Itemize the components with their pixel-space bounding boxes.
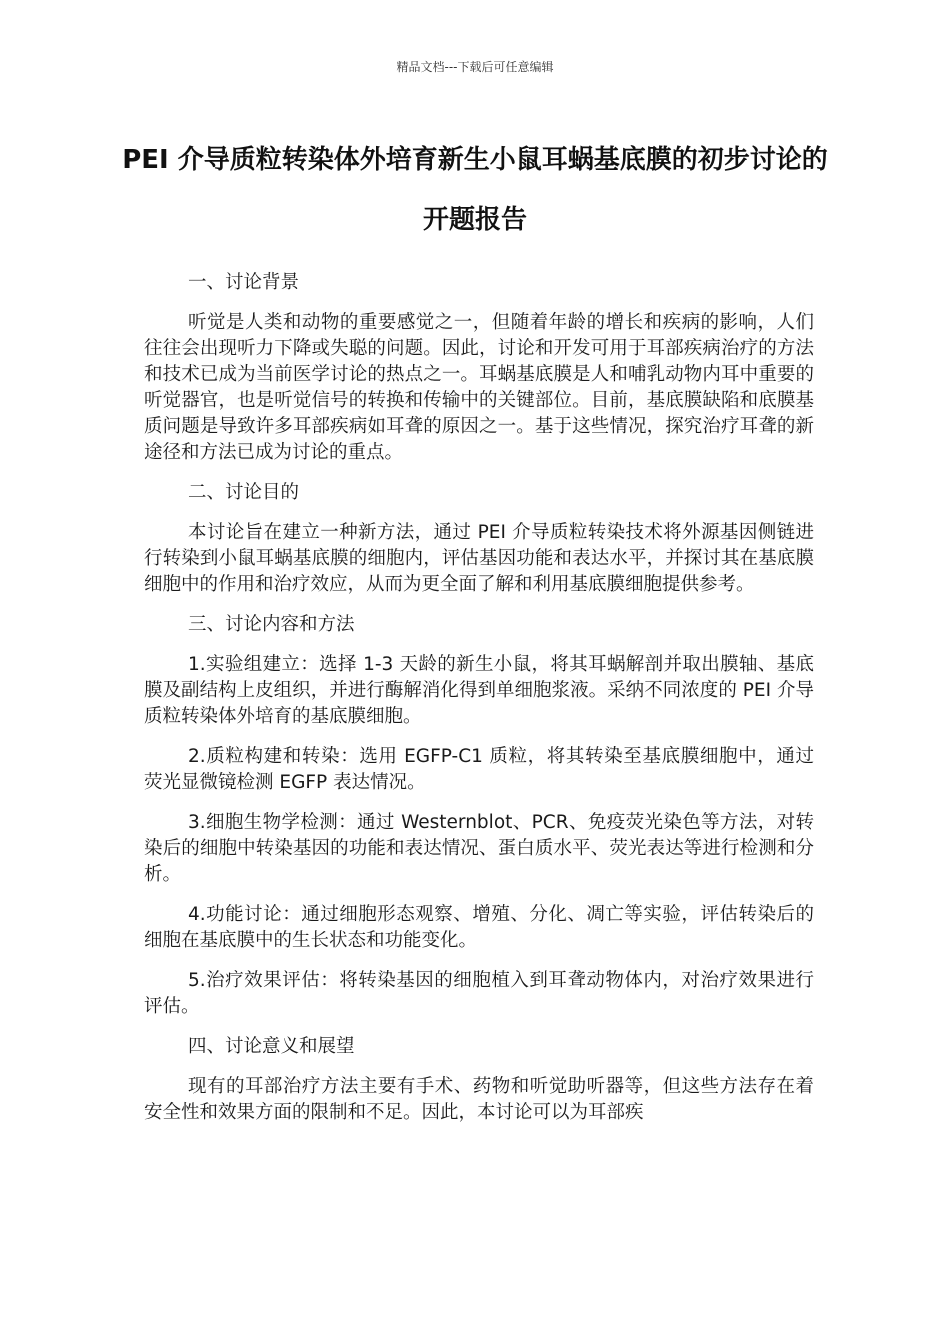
section-heading-purpose: 二、讨论目的	[188, 482, 300, 503]
method-item-4: 4.功能讨论：通过细胞形态观察、增殖、分化、凋亡等实验，评估转染后的细胞在基底膜中的生长状态和功能变化。	[144, 904, 814, 951]
paragraph-background: 听觉是人类和动物的重要感觉之一，但随着年龄的增长和疾病的影响，人们往往会出现听力下降或失聪的问题。因此，讨论和开发可用于耳部疾病治疗的方法和技术已成为当前医学讨论的热点之一。耳蜗基底膜是人和哺乳动物内耳中重要的听觉器官，也是听觉信号的转换和传输中的关键部位。目前，基底膜缺陷和底膜基质问题是导致许多耳部疾病如耳聋的原因之一。基于这些情况，探究治疗耳聋的新途径和方法已成为讨论的重点。	[144, 312, 814, 463]
method-item-2: 2.质粒构建和转染：选用 EGFP-C1 质粒，将其转染至基底膜细胞中，通过荧光显微镜检测 EGFP 表达情况。	[144, 746, 814, 793]
method-item-3: 3.细胞生物学检测：通过 Westernblot、PCR、免疫荧光染色等方法，对转染后的细胞中转染基因的功能和表达情况、蛋白质水平、荧光表达等进行检测和分析。	[144, 812, 814, 885]
document-body	[144, 270, 814, 1140]
section-heading-background: 一、讨论背景	[188, 272, 300, 293]
paragraph-significance: 现有的耳部治疗方法主要有手术、药物和听觉助听器等，但这些方法存在着安全性和效果方面的限制和不足。因此，本讨论可以为耳部疾	[144, 1076, 814, 1123]
document-title: PEI 介导质粒转染体外培育新生小鼠耳蜗基底膜的初步讨论的开题报告	[122, 145, 828, 235]
section-heading-methods: 三、讨论内容和方法	[188, 614, 355, 635]
section-heading-significance: 四、讨论意义和展望	[188, 1036, 355, 1057]
paragraph-purpose: 本讨论旨在建立一种新方法，通过 PEI 介导质粒转染技术将外源基因侧链进行转染到小鼠耳蜗基底膜的细胞内，评估基因功能和表达水平，并探讨其在基底膜细胞中的作用和治疗效应，从而为更全面了解和利用基底膜细胞提供参考。	[144, 522, 814, 595]
header-note: 精品文档---下载后可任意编辑	[396, 60, 554, 74]
method-item-1: 1.实验组建立：选择 1-3 天龄的新生小鼠，将其耳蜗解剖并取出膜轴、基底膜及副结构上皮组织，并进行酶解消化得到单细胞浆液。采纳不同浓度的 PEI 介导质粒转染体外培育的基底膜细胞。	[144, 654, 814, 727]
method-item-5: 5.治疗效果评估：将转染基因的细胞植入到耳聋动物体内，对治疗效果进行评估。	[144, 970, 814, 1017]
